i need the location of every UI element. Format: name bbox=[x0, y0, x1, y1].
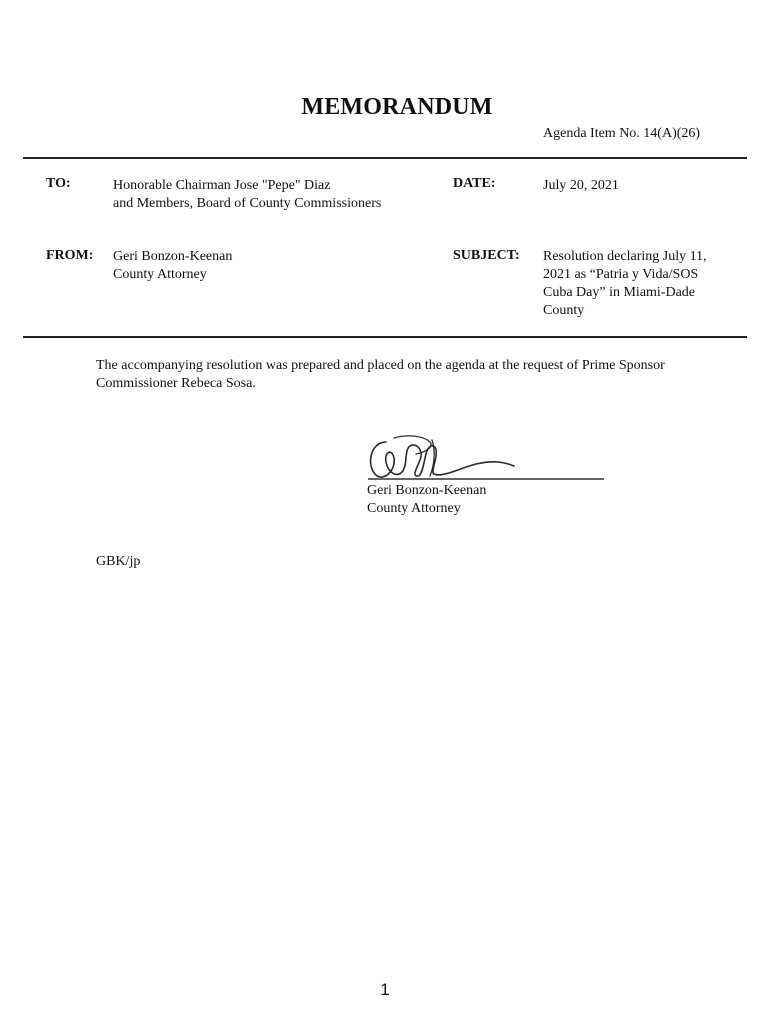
body-line: The accompanying resolution was prepared and placed on the agenda at the request of Prime Sponsor bbox=[96, 358, 665, 373]
date-value: July 20, 2021 bbox=[543, 178, 619, 193]
subject-label: SUBJECT: bbox=[453, 248, 520, 263]
page-number: 1 bbox=[380, 980, 390, 999]
subject-line: Resolution declaring July 11, bbox=[543, 249, 707, 264]
from-value bbox=[113, 248, 232, 284]
from-label: FROM: bbox=[46, 248, 94, 263]
header-bottom-rule bbox=[23, 336, 747, 338]
to-line: and Members, Board of County Commissioners bbox=[113, 196, 382, 211]
signature-block bbox=[367, 482, 486, 518]
memo-title: MEMORANDUM bbox=[301, 94, 493, 120]
signer-name: Geri Bonzon-Keenan bbox=[367, 483, 487, 498]
date-label: DATE: bbox=[453, 176, 496, 191]
handwritten-signature bbox=[364, 432, 609, 486]
subject-line: Cuba Day” in Miami-Dade bbox=[543, 285, 696, 300]
memo-body bbox=[96, 357, 736, 393]
subject-value bbox=[543, 248, 707, 320]
typist-initials: GBK/jp bbox=[96, 554, 141, 569]
agenda-item-number: Agenda Item No. 14(A)(26) bbox=[543, 126, 701, 141]
signer-title: County Attorney bbox=[367, 501, 461, 516]
to-line: Honorable Chairman Jose "Pepe" Diaz bbox=[113, 178, 331, 193]
to-value bbox=[113, 177, 381, 213]
to-label: TO: bbox=[46, 176, 71, 191]
header-top-rule bbox=[23, 157, 747, 159]
body-line: Commissioner Rebeca Sosa. bbox=[96, 376, 256, 391]
from-line: County Attorney bbox=[113, 267, 207, 282]
from-line: Geri Bonzon-Keenan bbox=[113, 249, 233, 264]
subject-line: 2021 as “Patria y Vida/SOS bbox=[543, 267, 699, 282]
subject-line: County bbox=[543, 303, 585, 318]
